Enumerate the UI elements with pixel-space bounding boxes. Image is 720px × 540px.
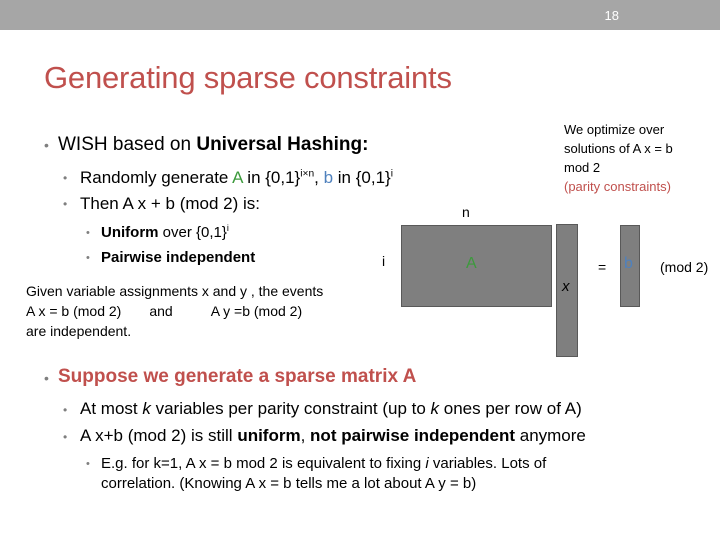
bullet-pairwise: Pairwise independent bbox=[101, 249, 256, 266]
text: , bbox=[314, 168, 324, 187]
text: At most bbox=[80, 399, 143, 418]
bullet-wish-bold: Universal Hashing: bbox=[196, 134, 369, 155]
bullet-dot: • bbox=[86, 458, 90, 470]
bullet-wish-text: WISH based on bbox=[58, 134, 197, 155]
bullet-dot: • bbox=[86, 252, 90, 264]
superscript: i bbox=[390, 168, 393, 180]
text: over {0,1} bbox=[158, 224, 227, 241]
italic-text: i bbox=[425, 455, 429, 472]
right-note-line-1: We optimize over bbox=[564, 122, 665, 137]
note-line-3: are independent. bbox=[26, 323, 132, 339]
bullet-dot: • bbox=[86, 227, 90, 239]
bold-text: not pairwise independent bbox=[310, 426, 516, 445]
vector-b-text: b bbox=[323, 168, 334, 187]
bullet-dot: • bbox=[63, 197, 68, 211]
text: anymore bbox=[515, 426, 586, 445]
bullet-then: Then A x + b (mod 2) is: bbox=[80, 194, 261, 213]
text: in {0,1} bbox=[333, 168, 391, 187]
text: and bbox=[149, 303, 173, 319]
note-line-1: Given variable assignments x and y , the events bbox=[26, 283, 324, 299]
mod2-label: (mod 2) bbox=[660, 259, 709, 275]
bullet-sparse: Suppose we generate a sparse matrix A bbox=[58, 366, 417, 387]
bullet-dot: • bbox=[44, 370, 49, 386]
bold-text: Uniform bbox=[101, 224, 159, 241]
bullet-example-line-2: correlation. (Knowing A x = b tells me a lot about A y = b) bbox=[101, 475, 477, 492]
text: ones per row of A) bbox=[439, 399, 582, 418]
text: A x = b (mod 2) bbox=[26, 303, 122, 319]
x-label: x bbox=[562, 278, 570, 295]
bullet-uniform bbox=[101, 224, 229, 241]
right-note-line-2: solutions of A x = b bbox=[564, 141, 673, 156]
text: A y =b (mod 2) bbox=[210, 303, 303, 319]
bullet-random bbox=[80, 168, 393, 188]
text: variables. Lots of bbox=[428, 455, 547, 472]
text: A x+b (mod 2) is still bbox=[80, 426, 238, 445]
slide-title: Generating sparse constraints bbox=[44, 60, 452, 95]
A-label: A bbox=[466, 255, 477, 272]
italic-text: k bbox=[142, 399, 151, 418]
text: E.g. for k=1, A x = b mod 2 is equivalent to fixing bbox=[101, 455, 426, 472]
text: variables per parity constraint (up to bbox=[150, 399, 431, 418]
right-note-line-4: (parity constraints) bbox=[564, 179, 671, 194]
right-note-line-3: mod 2 bbox=[564, 160, 601, 175]
superscript: i×n bbox=[300, 168, 315, 180]
text: in {0,1} bbox=[242, 168, 301, 187]
bullet-dot: • bbox=[63, 430, 68, 444]
text: , bbox=[300, 426, 311, 445]
bullet-dot: • bbox=[63, 403, 68, 417]
bold-text: uniform bbox=[237, 426, 301, 445]
bullet-dot: • bbox=[63, 171, 68, 185]
b-label: b bbox=[624, 255, 633, 272]
equals-label: = bbox=[598, 259, 607, 275]
slide-number: 18 bbox=[604, 8, 619, 23]
bullet-still-uniform bbox=[80, 426, 586, 446]
bullet-at-most bbox=[80, 399, 582, 419]
italic-text: k bbox=[430, 399, 440, 418]
superscript: i bbox=[226, 223, 229, 233]
bullet-dot: • bbox=[44, 137, 49, 153]
text: Randomly generate bbox=[80, 168, 233, 187]
bullet-wish bbox=[58, 134, 368, 156]
note-line-2 bbox=[26, 303, 302, 319]
header-bar bbox=[0, 0, 720, 30]
n-label: n bbox=[462, 204, 470, 220]
bullet-example-line-1 bbox=[101, 455, 546, 472]
matrix-A-text: A bbox=[232, 168, 243, 187]
i-label: i bbox=[382, 253, 386, 269]
